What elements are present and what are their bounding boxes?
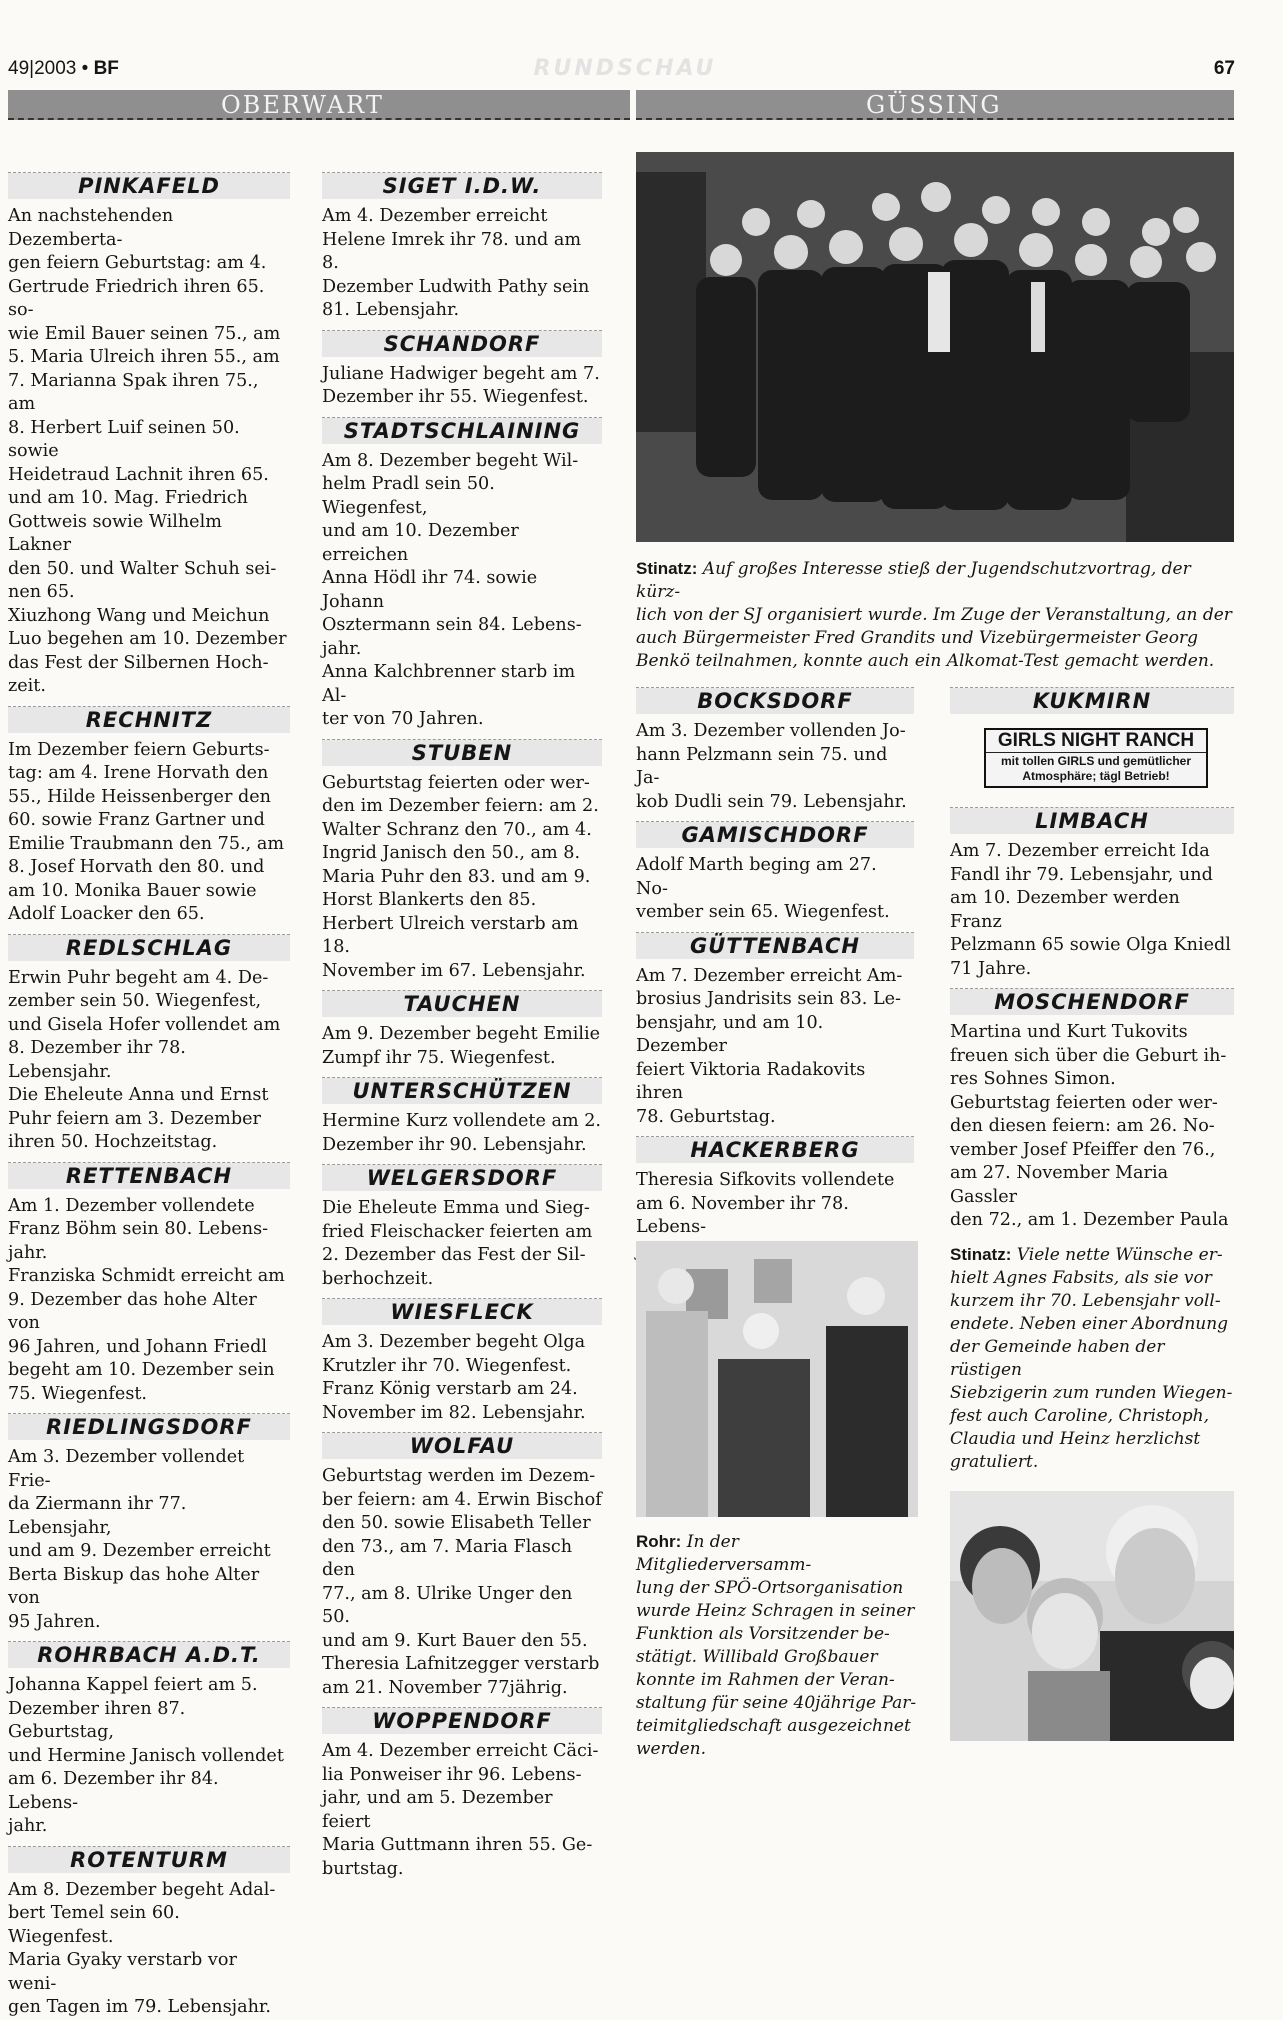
article [322, 169, 602, 323]
article-heading: RECHNITZ [8, 707, 290, 733]
article [322, 327, 602, 410]
article-body: Am 3. Dezember vollendet Frie- da Ziermann ihr 77. Lebensjahr, und am 9. Dezember erreicht Berta Biskup das hohe Alter von 95 Jahren. [8, 1447, 271, 1632]
article [8, 1638, 290, 1839]
article-body: Am 3. Dezember vollenden Jo- hann Pelzmann sein 75. und Ja- kob Dudli sein 79. Lebensjahr. [636, 721, 907, 812]
rohr-photo [636, 1241, 918, 1517]
caption-text: Viele nette Wünsche er- hielt Agnes Fabsits, als sie vor kurzem ihr 70. Lebensjahr voll- endete. Neben einer Abordnung der Gemeinde haben der rüstigen Siebzigerin zum runden Wiegen- fest auch Caroline, Christoph, Claudia und Heinz herzlichst gratuliert. [950, 1245, 1233, 1472]
article-heading: MOSCHENDORF [950, 989, 1234, 1015]
article-body: Hermine Kurz vollendete am 2. Dezember ihr 90. Lebensjahr. [322, 1111, 601, 1155]
caption-place: Stinatz: [636, 559, 698, 578]
article-body: Am 3. Dezember begeht Olga Krutzler ihr 70. Wiegenfest. Franz König verstarb am 24. November im 82. Lebensjahr. [322, 1332, 586, 1423]
page-number: 67 [1213, 58, 1235, 79]
article-heading: STUBEN [322, 740, 602, 766]
article-body: Die Eheleute Emma und Sieg- fried Fleischacker feierten am 2. Dezember das Fest der Sil- berhochzeit. [322, 1198, 593, 1289]
article-body: Geburtstag werden im Dezem- ber feiern: am 4. Erwin Bischof den 50. sowie Elisabeth Teller den 73., am 7. Maria Flasch den 77., am 8. Ulrike Unger den 50. und am 9. Kurt Bauer den 55. Theresia Lafnitzegger verstarb am 21. November 77jährig. [322, 1466, 602, 1698]
article-heading: WOPPENDORF [322, 1708, 602, 1734]
article [322, 1429, 602, 1700]
article-heading: ROHRBACH A.D.T. [8, 1642, 290, 1668]
group-photo-image [636, 152, 1234, 542]
article-heading: WIESFLECK [322, 1299, 602, 1325]
section-header-oberwart [8, 90, 630, 120]
article-body: An nachstehenden Dezemberta- gen feiern Geburtstag: am 4. Gertrude Friedrich ihren 65. so- wie Emil Bauer seinen 75., am 5. Maria Ulreich ihren 55., am 7. Marianna Spak ihren 75., am 8. Herbert Luif seinen 50. sowie Heidetraud Lachnit ihren 65. und am 10. Mag. Friedrich Gottweis sowie Wilhelm Lakner den 50. und Walter Schuh sei- nen 65. Xiuzhong Wang und Meichun Luo begehen am 10. Dezember das Fest der Silbernen Hoch- zeit. [8, 206, 287, 696]
caption-place: Rohr: [636, 1532, 682, 1551]
article-heading: PINKAFELD [8, 173, 290, 199]
article-heading: GAMISCHDORF [636, 822, 914, 848]
article-heading: REDLSCHLAG [8, 935, 290, 961]
article [8, 703, 290, 927]
article-body: Theresia Sifkovits vollendete am 6. November ihr 78. Lebens- [636, 1170, 895, 1237]
article [322, 1161, 602, 1291]
photo-caption-stinatz [950, 1243, 1234, 1474]
article [322, 1704, 602, 1881]
caption-text: Auf großes Interesse stieß der Jugendschutzvortrag, der kürz- lich von der SJ organisiert wurde. Im Zuge der Veranstaltung, an der auch Bürgermeister Fred Grandits und Vizebürgermeister Georg Benkö teilnahmen, konnte auch ein Alkomat-Test gemacht werden. [636, 559, 1232, 671]
section-title: GÜSSING [866, 91, 1002, 119]
article [8, 931, 290, 1155]
column-1 [8, 165, 290, 2020]
photo-caption-rohr [636, 1530, 918, 1761]
section-title: OBERWART [221, 91, 384, 119]
article-body: Juliane Hadwiger begeht am 7. Dezember ihr 55. Wiegenfest. [322, 363, 600, 407]
article [8, 1159, 290, 1407]
article [322, 1074, 602, 1157]
article-heading: UNTERSCHÜTZEN [322, 1078, 602, 1104]
article-body: Am 8. Dezember begeht Adal- bert Temel sein 60. Wiegenfest. Maria Gyaky verstarb vor weni- gen Tagen im 79. Lebensjahr. [8, 1879, 276, 2017]
column-3 [636, 680, 914, 1310]
caption-text: In der Mitgliederversamm- lung der SPÖ-Ortsorganisation wurde Heinz Schragen in seiner Funktion als Vorsitzender be- stätigt. Willibald Großbauer konnte im Rahmen der Veran- staltung für seine 40jährige Par- teimitgliedschaft ausgezeichnet werden. [636, 1532, 917, 1759]
family-photo-image [950, 1491, 1234, 1741]
paper-name: BF [93, 58, 119, 79]
issue-number: 49|2003 [8, 58, 77, 79]
article-heading: STADTSCHLAINING [322, 418, 602, 444]
article-body: Johanna Kappel feiert am 5. Dezember ihren 87. Geburtstag, und Hermine Janisch vollendet am 6. Dezember ihr 84. Lebens- jahr. [8, 1675, 284, 1836]
photo-caption-top [636, 557, 1234, 673]
article-heading: HACKERBERG [636, 1137, 914, 1163]
article-body: Am 7. Dezember erreicht Ida Fandl ihr 79. Lebensjahr, und am 10. Dezember werden Franz Pelzmann 65 sowie Olga Kniedl 71 Jahre. [950, 841, 1231, 979]
running-head: RUNDSCHAU [533, 56, 717, 81]
article [8, 1410, 290, 1634]
article-heading: LIMBACH [950, 808, 1234, 834]
advertisement [984, 728, 1208, 788]
article-body: Erwin Puhr begeht am 4. De- zember sein 50. Wiegenfest, und Gisela Hofer vollendet am 8. Dezember ihr 78. Lebensjahr. Die Eheleute Anna und Ernst Puhr feiern am 3. Dezember ihren 50. Hochzeitstag. [8, 967, 281, 1152]
article-body: Am 9. Dezember begeht Emilie Zumpf ihr 75. Wiegenfest. [322, 1024, 601, 1068]
article-heading: BOCKSDORF [636, 688, 914, 714]
article [322, 736, 602, 984]
article-heading: WOLFAU [322, 1433, 602, 1459]
article [950, 804, 1234, 981]
article [950, 985, 1234, 1233]
article-body: Martina und Kurt Tukovits freuen sich über die Geburt ih- res Sohnes Simon. Geburtstag feierten oder wer- den diesen feiern: am 26. No- vember Josef Pfeiffer den 76., am 27. November Maria Gassler den 72., am 1. Dezember Paula [950, 1022, 1229, 1230]
issue-separator: • [81, 58, 89, 79]
article-heading: SIGET I.D.W. [322, 173, 602, 199]
article-heading: RIEDLINGSDORF [8, 1414, 290, 1440]
article-heading: ROTENTURM [8, 1847, 290, 1873]
article-heading: GÜTTENBACH [636, 933, 914, 959]
article-body: Am 1. Dezember vollendete Franz Böhm sein 80. Lebens- jahr. Franziska Schmidt erreicht am 9. Dezember das hohe Alter von 96 Jahren, und Johann Friedl begeht am 10. Dezember sein 75. Wiegenfest. [8, 1195, 285, 1404]
column-4 [950, 680, 1234, 1233]
rohr-photo-image [636, 1241, 918, 1517]
family-photo [950, 1491, 1234, 1741]
article-heading: RETTENBACH [8, 1163, 290, 1189]
article [322, 414, 602, 732]
article-body: Am 8. Dezember begeht Wil- helm Pradl sein 50. Wiegenfest, und am 10. Dezember erreichen Anna Hödl ihr 74. sowie Johann Osztermann sein 84. Lebens- jahr. Anna Kalchbrenner starb im Al- ter von 70 Jahren. [322, 450, 582, 729]
article [950, 684, 1234, 788]
article-body: Am 4. Dezember erreicht Helene Imrek ihr 78. und am 8. Dezember Ludwith Pathy sein 81. Lebensjahr. [322, 206, 590, 320]
group-photo [636, 152, 1234, 542]
article-heading: KUKMIRN [950, 688, 1234, 714]
ad-text: mit tollen GIRLS und gemütlicher Atmosphäre; tägl Betrieb! [1000, 754, 1191, 783]
article [322, 987, 602, 1070]
article [322, 1295, 602, 1425]
article-heading: WELGERSDORF [322, 1165, 602, 1191]
ad-title: GIRLS NIGHT RANCH [986, 730, 1206, 753]
article [8, 169, 290, 699]
article-body: Adolf Marth beging am 27. No- vember sein 65. Wiegenfest. [636, 855, 890, 922]
article-heading: TAUCHEN [322, 991, 602, 1017]
caption-place: Stinatz: [950, 1245, 1012, 1264]
article-body: Am 7. Dezember erreicht Am- brosius Jandrisits sein 83. Le- bensjahr, und am 10. Dezember feiert Viktoria Radakovits ihren 78. Geburtstag. [636, 965, 903, 1127]
article [636, 684, 914, 814]
article-heading: SCHANDORF [322, 331, 602, 357]
article-body: Am 4. Dezember erreicht Cäci- lia Ponweiser ihr 96. Lebens- jahr, und am 5. Dezember feiert Maria Guttmann ihren 55. Ge- burtstag. [322, 1741, 599, 1879]
article-body: Im Dezember feiern Geburts- tag: am 4. Irene Horvath den 55., Hilde Heissenberger den 60. sowie Franz Gartner und Emilie Traubmann den 75., am 8. Josef Horvath den 80. und am 10. Monika Bauer sowie Adolf Loacker den 65. [8, 739, 285, 924]
article [8, 1843, 290, 2020]
issue-label [8, 58, 119, 80]
article [636, 818, 914, 925]
article [636, 929, 914, 1130]
article-body: Geburtstag feierten oder wer- den im Dezember feiern: am 2. Walter Schranz den 70., am 4. Ingrid Janisch den 50., am 8. Maria Puhr den 83. und am 9. Horst Blankerts den 85. Herbert Ulreich verstarb am 18. November im 67. Lebensjahr. [322, 772, 599, 981]
column-2 [322, 165, 602, 1881]
section-header-guessing [636, 90, 1234, 120]
